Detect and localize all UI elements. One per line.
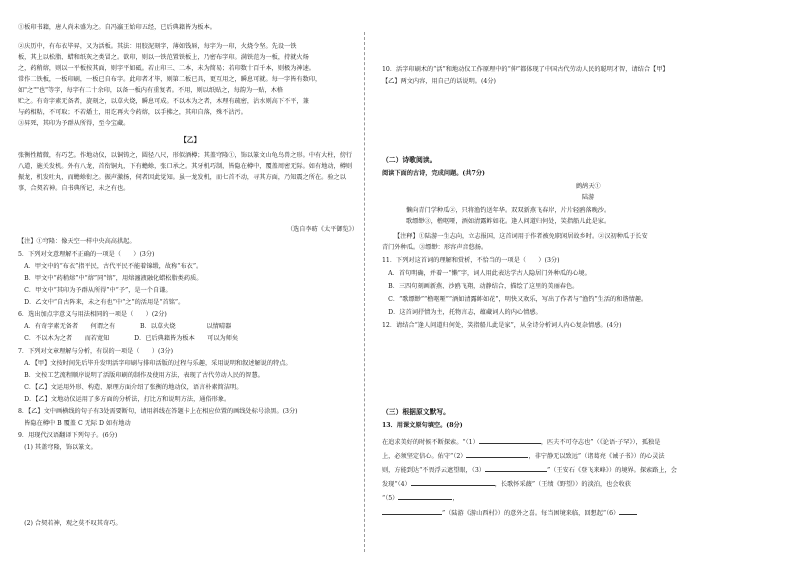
question-line: 10．活字印刷术的“活”和地动仪工作原理中的“伸”都体现了中国古代劳动人民的聪明才智，请结合【甲】 <box>382 66 669 73</box>
passage-line: ②庆历中，有布衣毕昇，又为活板。其法：用胶泥刻字，薄如钱唇，每字为一印，火烧令坚。先设一铁 <box>18 43 297 50</box>
fill-line <box>382 507 637 518</box>
question-line: (1) 其盖穹隆，饰以篆文。 <box>18 444 97 451</box>
question-line: C．“歌缥缈”“橹呕哑”“酒如清露鲊如花”，明快又欢乐，写出了作者与“渔钓”生活的和谐情趣。 <box>382 296 648 303</box>
question-line: A．有奇字素无备者 何谓之有 B．以草火烧 以情晴器 <box>18 323 232 330</box>
section-intro: 阅读下面的古诗，完成问题。(共7分) <box>382 170 485 177</box>
question-line: 皆隐在樽中 B 覆盖 C 无际 D 如有地动 <box>18 420 131 427</box>
fill-blank[interactable] <box>382 507 442 515</box>
question-line: (2) 合契若神，观之莫不叹其奇巧。 <box>18 520 122 527</box>
passage-line: ①板印书籍，唐人尚未盛为之。自冯瀛王始印五经，已后典籍皆为板本。 <box>18 24 216 31</box>
question-line: A．首句明确，并着一“懒”字，词人用此表达学古人隐居门外种瓜的心境。 <box>382 270 591 277</box>
poem-title: 鹧鸪天① <box>576 183 601 190</box>
fill-text: “（5） <box>382 495 399 502</box>
question-line: 9．用现代汉语翻译下列句子。(6分) <box>18 432 118 439</box>
poem-notes: 青门外种瓜。③缥缈：形容声音悠扬。 <box>382 244 488 251</box>
question-line: 【乙】两文内容，用自己的话说明。(4分) <box>382 78 496 85</box>
question-line: C．不以木为之者 而若宽知 D．已后典籍皆为板本 可以为师矣 <box>18 335 239 342</box>
passage-yi-line: 中有大柱，傍行八道，施关发机。外有八龙，首衔铜丸，下有蟾蜍，张口承之。其牙机巧制，皆隐在樽中，覆盖周密无际。如有地动，樽则振龙，机发吐丸，而蟾蜍衔之。振声激扬，伺者因此觉知。虽一龙发机，而七首不动，寻其方面，乃知震之所在。验之以事，合契若神。 <box>18 152 353 192</box>
poem-line: 懒向青门学种瓜②，只将渔钓送年华。双双新燕飞春岸，片片轻鸥落晚沙。 <box>406 207 611 214</box>
passage-yi-title: 【乙】 <box>180 136 201 144</box>
fill-blank[interactable] <box>466 450 528 458</box>
question-line: C．【乙】文运用外形、构造、原理方面介绍了张衡的地动仪，语言朴素简洁明。 <box>18 384 243 391</box>
fill-line <box>382 450 665 461</box>
fill-blank[interactable] <box>479 436 541 444</box>
question-line: B．文按工艺流程顺序说明了活版印刷的制作及使用方法，表现了古代劳动人民的智慧。 <box>18 372 264 379</box>
question-line: B．甲文中“药稍熔”中“熔”同“镕”，用熔瀍液融化蜡松脂类药质。 <box>18 275 203 282</box>
fill-text: ，匹夫不可夺志也”（《论语·子罕》），孤独是 <box>540 439 661 446</box>
passage-yi-line: 张衡性精微，有巧艺。作地动仪，以铜铸之，圆径八尺，形似酒樽；其盖穹隆①，饰以篆文山龟鸟兽之形。 <box>18 152 309 159</box>
column-divider <box>364 32 365 552</box>
question-line: A．甲文中的“布衣”指平民，古代平民不能着锦缎，故称“布衣”。 <box>18 263 203 270</box>
fill-blank[interactable] <box>485 464 547 472</box>
passage-line: 板，其上以松脂、蜡和纸灰之类冒之。欲印，则以一铁范置铁板上，乃密布字印。满铁范为一板，持就火炀 <box>18 54 309 61</box>
fill-blank[interactable] <box>619 507 637 515</box>
passage-line: 之，药稍熔，则以一平板按其面，则字平如砥。若止印三、二本，未为简易；若印数十百千本，则极为神速。 <box>18 65 315 72</box>
question-line: A．【甲】文按时间先后毕升发明活字印刷与排印活版的过程与乐趣，采用说明和叙述解说的特点。 <box>18 360 292 367</box>
question-line: B．三四句刻画新燕、沙鸥飞翔，动静结合，描绘了这里的美丽春色。 <box>382 283 579 290</box>
fill-line <box>382 464 677 475</box>
fill-text: ，非宁静无以致远”（诸葛亮《诫子书》）的心灵法 <box>528 453 665 460</box>
fill-text: ，长歌怀采薇”（王绩《野望》）的淡泊，也会收获 <box>494 481 631 488</box>
fill-text: ”（陆游《游山西村》）的意外之喜。每当困境来临，回想起“（6） <box>442 510 620 517</box>
question-line: D．乙文中“自古阵来，未之有也”中“之”的活用是“首铭”。 <box>18 299 185 306</box>
section-title: （三）根据原文默写。 <box>382 408 450 416</box>
passage-line: ③昇死，其印为予群从所得，至今宝藏。 <box>18 120 130 127</box>
question-line: 8．【乙】文中画横线的句子有3处需要断句，请用斜线在答题卡上在相应位置的画线处标号涂黑。(3分) <box>18 408 298 415</box>
passage-line: 与药相粘，不可取；不若燔土，用讫再火令药熔，以手拂之，其印自落，殊不沾污。 <box>18 109 247 116</box>
question-line: 11．下列对这首词的理解和赏析，不恰当的一项是（ ）(3分) <box>382 257 560 264</box>
fill-blank[interactable] <box>411 478 495 486</box>
fill-text: 上，必须坚定信心。佑守“（2） <box>382 453 467 460</box>
question-line: D．【乙】文地动仪运用了多方面的分析法，打比方和说明方法，通俗形象。 <box>18 396 231 403</box>
fill-blank[interactable] <box>398 492 452 500</box>
poem-author: 陆游 <box>582 194 595 201</box>
fill-line: “（5） ， <box>382 492 459 503</box>
poem-line: 歌缥缈③，橹呕哑，酒如清露鲊如花。逢人问道归何处，笑指船儿此是家。 <box>406 218 611 225</box>
passage-yi-text <box>18 150 358 194</box>
question-line: D．这首词抒情为主，托物言志，蕴藏词人的内心情感。 <box>382 309 542 316</box>
fill-line <box>382 478 631 489</box>
fill-text: 则，方能到达“不畏浮云遮望眼，（3） <box>382 467 485 474</box>
question-line: 6．选出加点字意义与用法相同的一项是（ ）(2分) <box>18 311 167 318</box>
fill-text: 在追求美好的时候不断探索。“（1） <box>382 439 479 446</box>
fill-text: 发现“（4） <box>382 481 411 488</box>
passage-source: （选自李昉《太平御览》） <box>286 226 358 233</box>
passage-note: 【注】①穹隆：像天空一样中央高高拱起。 <box>18 238 136 245</box>
passage-yi-line: 自书典所记，未之有也。 <box>61 185 130 192</box>
section-title: （二）诗歌阅读。 <box>382 156 437 164</box>
question-line: 5．下列对文意理解不正确的一项是（ ）(3分) <box>18 251 155 258</box>
passage-line: 如"之""也"等字，每字有二十余印，以备一板内有重复者。不用，则以纸贴之，每韵为一贴，木格 <box>18 87 284 94</box>
fill-text: ”（王安石《登飞来峰》）的境界。探索路上，会 <box>547 467 677 474</box>
poem-notes: 【注释】①陆游一生志向，立志报国，这首词用于作者被免职闲居故乡时。②汉初种瓜于长安 <box>394 233 648 240</box>
question-line: C．甲文中“其印为予群从所得”中“予”，是一个自谦。 <box>18 287 172 294</box>
question-title: 13．用课文原句填空。(8分) <box>382 422 463 429</box>
passage-line: 常作二铁板，一板印刷，一板已自布字。此印者才毕，则第二板已具，更互用之，瞬息可就。每一字皆有数印， <box>18 76 322 83</box>
passage-line: 贮之。有奇字素无备者，旋刻之，以草火烧，瞬息可成。不以木为之者，木理有疏密，沾水则高下不平，兼 <box>18 98 309 105</box>
question-line: 12．请结合“逢人问道归何处，笑指船儿此是家”，从全诗分析词人内心复杂情感。(4分) <box>382 322 622 329</box>
fill-line <box>382 436 660 447</box>
question-line: 7．下列对文章理解与分析，有误的一项是（ ）(3分) <box>18 348 174 355</box>
